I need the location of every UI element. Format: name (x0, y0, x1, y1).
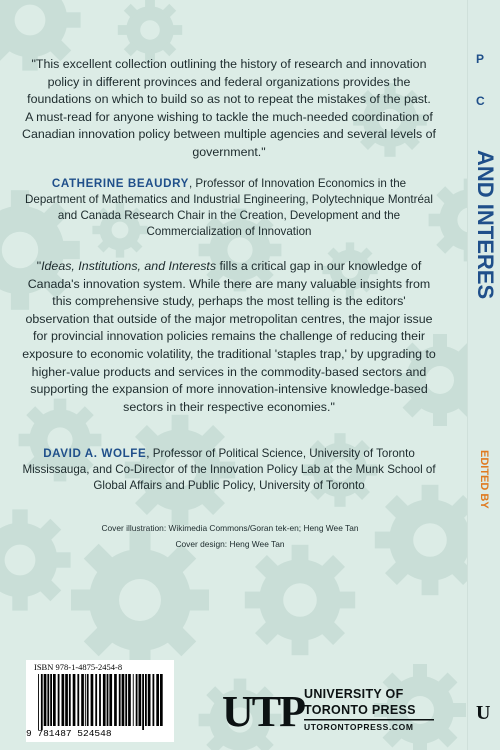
barcode-bar (91, 674, 94, 726)
isbn-number: ISBN 978-1-4875-2454-8 (34, 662, 123, 672)
publisher-name (304, 686, 416, 718)
endorser-title-wolfe: , Professor of Political Science, University of Toronto Mississauga, and Co-Director of the Innovation Policy Lab at the Munk School of Global Affairs and Public Policy, University of Toronto (22, 447, 436, 492)
barcode-bar (41, 674, 43, 730)
cover-illustration-credit: Cover illustration: Wikimedia Commons/Goran tek-en; Heng Wee Tan (101, 523, 359, 533)
publisher-name-line1: UNIVERSITY OF (304, 687, 404, 701)
barcode-bar (136, 674, 138, 726)
spine-letter-c: C (476, 94, 485, 108)
barcode-bar (99, 674, 101, 726)
publisher-logo (222, 684, 442, 744)
publisher-name-line2: TORONTO PRESS (304, 703, 416, 717)
barcode-bar (109, 674, 112, 726)
barcode-bar (47, 674, 49, 726)
spine-letter-p: P (476, 52, 485, 66)
barcode-bar (69, 674, 71, 726)
barcode-digits: 9 781487 524548 (26, 728, 112, 739)
isbn-barcode (26, 660, 174, 742)
barcode-bar (133, 674, 134, 726)
barcode-bar (50, 674, 52, 726)
endorser-name-beaudry: CATHERINE BEAUDRY (51, 177, 189, 190)
attribution-beaudry (22, 176, 436, 240)
barcode-bar (107, 674, 109, 726)
attribution-wolfe (22, 446, 436, 494)
barcode-bar (153, 674, 155, 726)
barcode-bar (95, 674, 97, 726)
barcode-bar (65, 674, 68, 726)
barcode-bar (53, 674, 56, 726)
barcode-bar (156, 674, 159, 726)
cover-design-credit: Cover design: Heng Wee Tan (175, 539, 285, 549)
barcode-bar (128, 674, 131, 726)
logo-rule (304, 719, 434, 721)
barcode-bar (145, 674, 147, 726)
barcode-bar (160, 674, 163, 726)
utp-mark: UTP (222, 687, 304, 736)
book-spine (467, 0, 500, 750)
barcode-bar (122, 674, 125, 726)
book-title: Ideas, Institutions, and Interests (41, 259, 217, 273)
barcode-bar (62, 674, 65, 726)
barcode-bar (85, 674, 86, 726)
publisher-url: UTORONTOPRESS.COM (304, 722, 414, 732)
barcode-bar (77, 674, 79, 726)
endorsement-quote-wolfe (22, 258, 436, 416)
endorser-name-wolfe: DAVID A. WOLFE (43, 447, 147, 460)
barcode-bar (125, 674, 127, 726)
spine-title: AND INTERES (473, 150, 498, 300)
barcode-bar (58, 674, 60, 726)
spine-editors: EDITED BY (478, 450, 490, 509)
endorsement-quote-beaudry: "This excellent collection outlining the history of research and innovation policy in different provinces and federal organizations provides the foundations on which to build so as not to repeat the mistakes of the past. A must-read for anyone wishing to tackle the much-needed coordination of Canadian innovation policy between multiple agencies and several levels of government." (22, 57, 436, 159)
barcode-bar (81, 674, 84, 726)
barcode-bar (139, 674, 142, 726)
barcode-bar (87, 674, 89, 726)
barcode-bar (44, 674, 47, 726)
endorser-title-beaudry: , Professor of Innovation Economics in the Department of Mathematics and Industrial Engineering, Polytechnique Montréal and Canada Research Chair in the Creation, Development and the Commercialization of Innovation (25, 177, 433, 238)
barcode-bar (148, 674, 151, 726)
spine-letter-u: U (476, 702, 491, 724)
barcode-bar (38, 674, 39, 730)
barcode-bar (103, 674, 106, 726)
barcode-bar (73, 674, 76, 726)
quote-mark: " (36, 259, 42, 273)
barcode-bar (142, 674, 144, 730)
barcode-bar (114, 674, 117, 726)
barcode-bars (34, 674, 182, 734)
quote-body-wolfe: fills a critical gap in our knowledge of Canada's innovation system. While there are many valuable insights from this comprehensive study, perhaps the most telling is the editors' observation that outside of the major metropolitan centres, the major issue for provincial innovation policies remains the challenge of reducing their exposure to economic volatility, the traditional 'staples trap,' by upgrading to higher-value products and services in the commodity-based sectors and supporting the expansion of more innovation-intensive knowledge-based sectors in their respective economies." (22, 259, 436, 414)
barcode-bar (119, 674, 121, 726)
